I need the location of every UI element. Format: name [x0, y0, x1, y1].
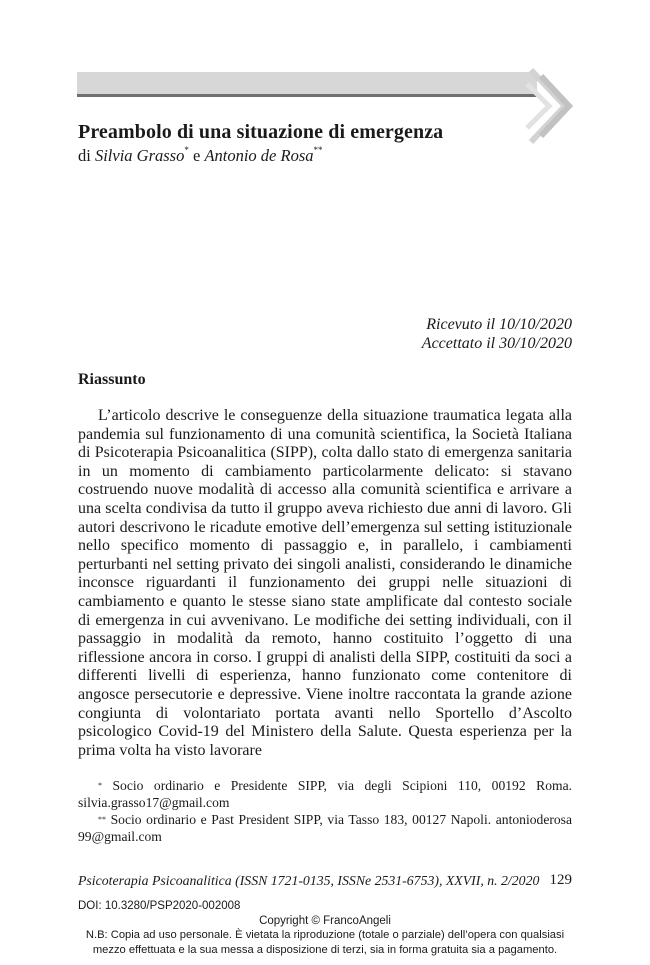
abstract-text: L’articolo descrive le conseguenze della situazione traumatica legata alla pandemia sul funzionamento di una comunità scientifica, la Società Italiana di Psicoterapia Psicoanalitica (SIPP), colta dallo stato di emergenza sanitaria in un momento di cambiamento particolarmente delicato: si stavano costruendo nuove modalità di accesso alla comunità scientifica e arrivare a una scelta condivisa da tutto il gruppo aveva richiesto due anni di lavoro. Gli autori descrivono le ricadute emotive dell’emergenza sul setting istituzionale nello specifico momento di passaggio e, in parallelo, i cambiamenti perturbanti nel setting privato dei singoli analisti, considerando le dinamiche inconsce riguardanti il funzionamento dei gruppi nelle situazioni di cambiamento e quanto le stesse siano state amplificate dal contesto sociale di emergenza in cui avvenivano. Le modifiche dei setting individuali, con il passaggio in modalità da remoto, hanno costituito l’oggetto di una riflessione ancora in corso. I gruppi di analisti della SIPP, costituiti da soci a differenti livelli di esperienza, hanno funzionato come contenitore di angosce persecutorie e depressive. Viene inoltre raccontata la grande azione congiunta di volontariato portata avanti nello Sportello d’Ascolto psicologico Covid-19 del Ministero della Salute. Questa esperienza per la prima volta ha visto lavorare	[78, 407, 572, 759]
footnote-2-mark: **	[98, 815, 106, 824]
footnote-1-mark: *	[98, 781, 102, 790]
running-footer	[78, 873, 572, 889]
footnotes	[78, 777, 572, 845]
received-date: Ricevuto il 10/10/2020	[426, 316, 572, 333]
page-number: 129	[549, 872, 572, 888]
footnote-1	[78, 777, 572, 811]
footnote-2-text: Socio ordinario e Past President SIPP, via Tasso 183, 00127 Napoli. antonioderosa 99@gmail.com	[78, 812, 572, 844]
usage-notice-line-1: N.B: Copia ad uso personale. È vietata la riproduzione (totale o parziale) dell’opera con qualsiasi	[85, 929, 565, 941]
usage-notice-line-2: mezzo effettuata e la sua messa a disposizione di terzi, sia in forma gratuita sia a pagamento.	[92, 943, 558, 956]
copyright-notice: Copyright © FrancoAngeli	[259, 915, 391, 927]
usage-notice	[0, 928, 650, 957]
author-2-footnote-mark: **	[313, 145, 323, 155]
header-rule	[77, 94, 537, 97]
footnote-2	[78, 811, 572, 845]
abstract-heading: Riassunto	[78, 371, 146, 388]
author-1: Silvia Grasso	[94, 146, 185, 165]
footnote-1-text: Socio ordinario e Presidente SIPP, via degli Scipioni 110, 00192 Roma. silvia.grasso17@gmail.com	[78, 778, 572, 810]
byline-prefix: di	[78, 146, 91, 165]
chevron-arrows-icon	[525, 66, 575, 146]
doi: DOI: 10.3280/PSP2020-002008	[78, 900, 241, 912]
article-title: Preambolo di una situazione di emergenza	[78, 121, 444, 143]
submission-dates	[422, 315, 572, 353]
journal-citation: Psicoterapia Psicoanalitica (ISSN 1721-0135, ISSNe 2531-6753), XXVII, n. 2/2020	[78, 873, 540, 888]
byline	[78, 146, 323, 166]
author-1-footnote-mark: *	[184, 145, 189, 155]
author-2: Antonio de Rosa	[204, 146, 314, 165]
byline-conjunction: e	[192, 146, 201, 165]
header-band	[77, 72, 537, 94]
accepted-date: Accettato il 30/10/2020	[421, 335, 572, 352]
